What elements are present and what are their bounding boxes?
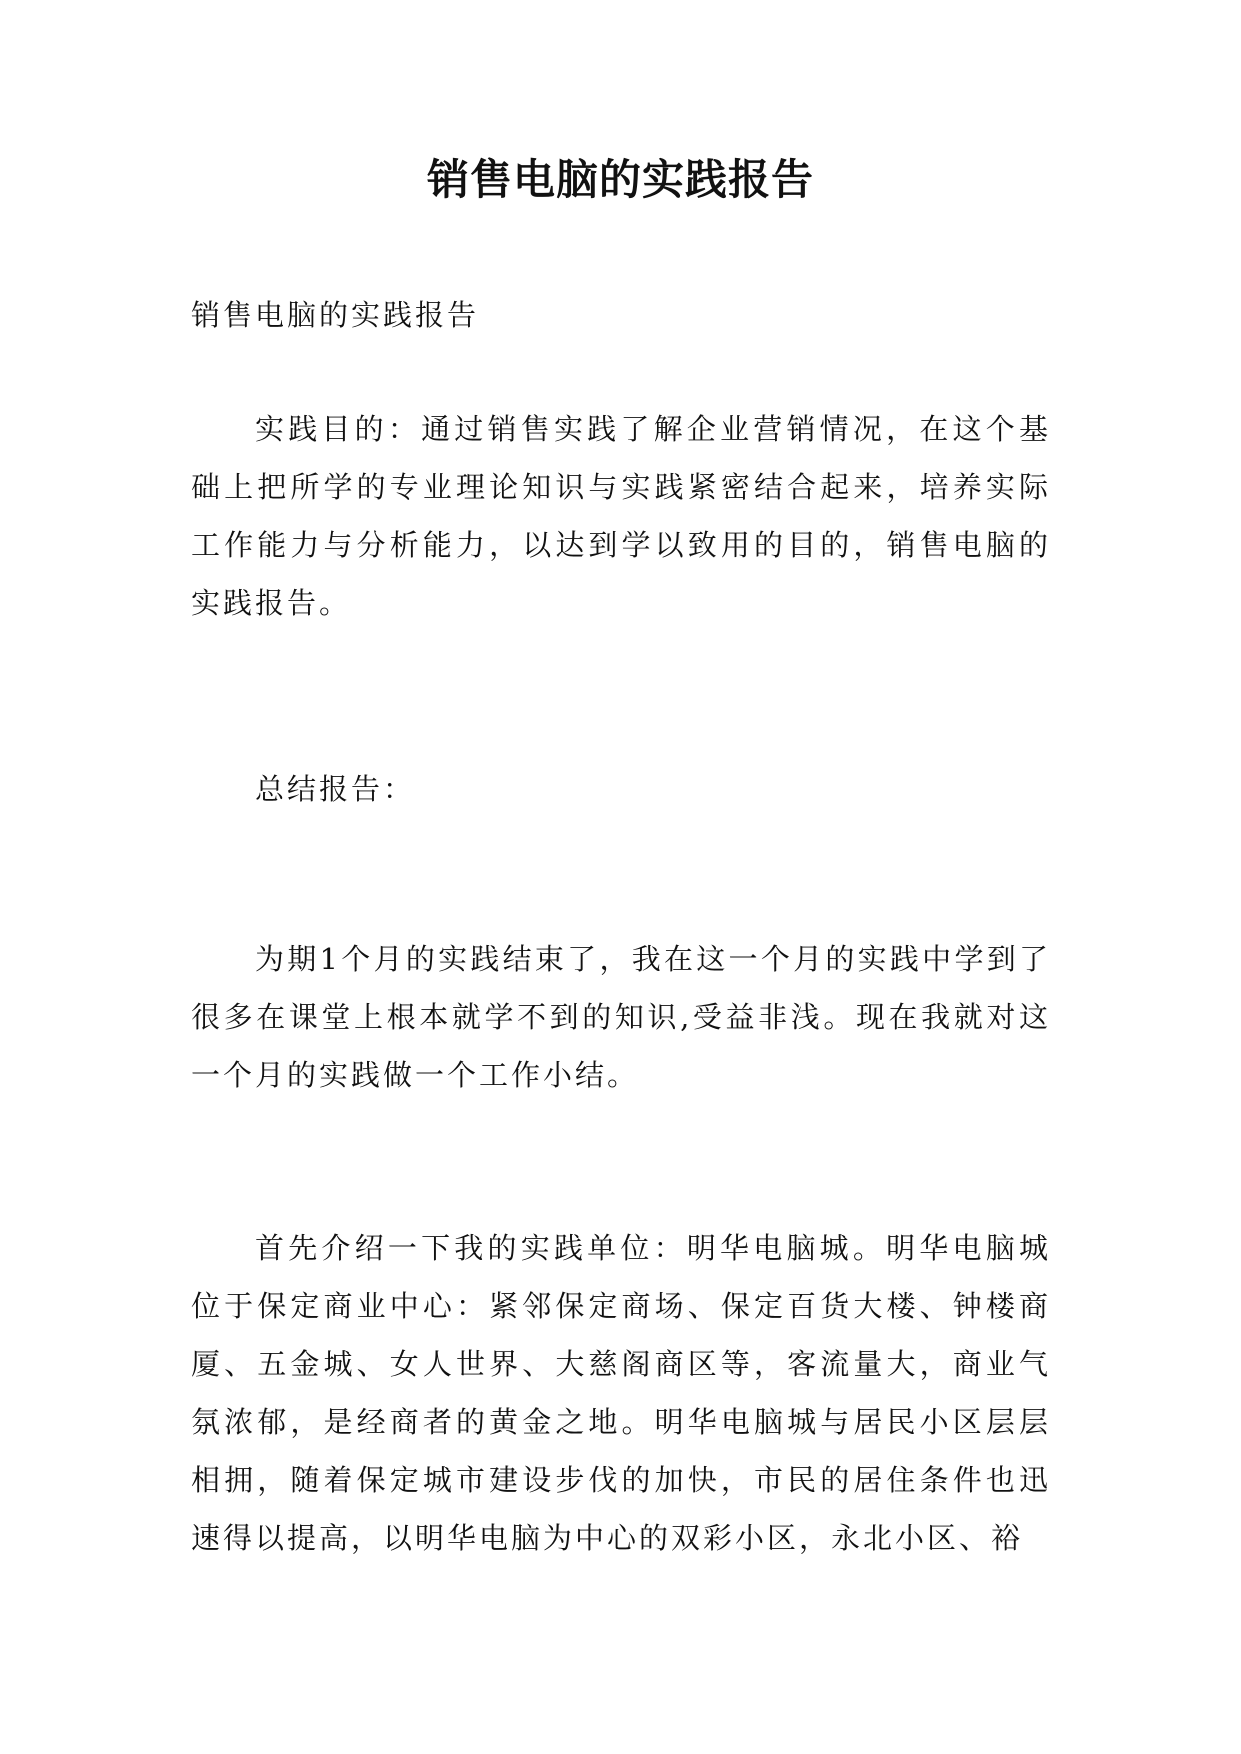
paragraph-summary-label: 总结报告： xyxy=(255,772,416,806)
document-title: 销售电脑的实践报告 xyxy=(426,155,814,204)
document-subtitle: 销售电脑的实践报告 xyxy=(191,298,480,332)
paragraph-practice-unit: 首先介绍一下我的实践单位：明华电脑城。明华电脑城位于保定商业中心：紧邻保定商场、保定百货大楼、钟楼商厦、五金城、女人世界、大慈阁商区等，客流量大，商业气氛浓郁，是经商者的黄金之地。明华电脑城与居民小区层层相拥，随着保定城市建设步伐的加快，市民的居住条件也迅速得以提高，以明华电脑为中心的双彩小区，永北小区、裕 xyxy=(191,1231,1051,1555)
paragraph-purpose: 实践目的：通过销售实践了解企业营销情况，在这个基础上把所学的专业理论知识与实践紧密结合起来，培养实际工作能力与分析能力，以达到学以致用的目的，销售电脑的实践报告。 xyxy=(191,412,1051,620)
paragraph-intro: 为期1个月的实践结束了，我在这一个月的实践中学到了很多在课堂上根本就学不到的知识,受益非浅。现在我就对这一个月的实践做一个工作小结。 xyxy=(191,942,1051,1092)
